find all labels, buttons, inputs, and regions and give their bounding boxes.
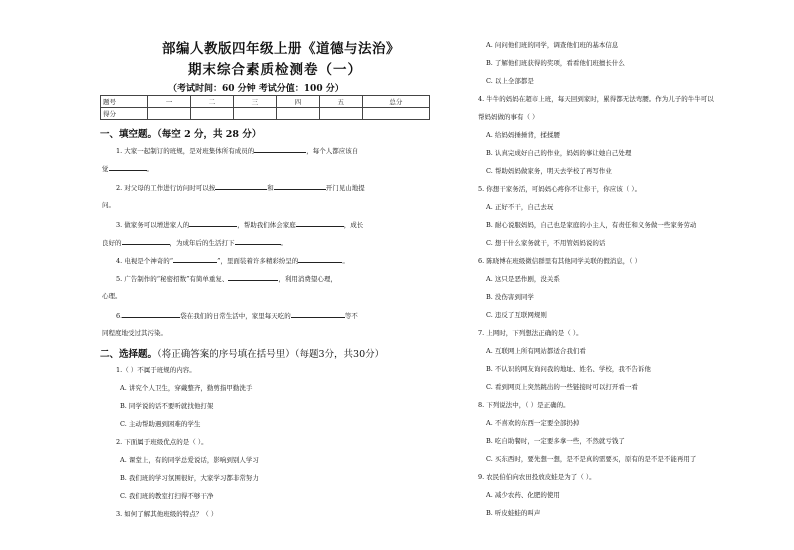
section1-title: 一、填空题。 [100,129,158,140]
answer-blank[interactable] [109,164,147,171]
score-table [100,95,430,120]
section2-heading [100,346,384,360]
choice-q9-option-b[interactable]: B. 听皮蛙蛙的叫声 [486,509,541,517]
answer-blank[interactable] [298,256,342,263]
answer-blank[interactable] [274,183,326,190]
choice-q2-option-a[interactable]: A. 课堂上，有的同学总爱说话，影响到别人学习 [120,456,259,464]
choice-q1: 1.（ ）不属于班规的内容。 [116,366,196,374]
section1-note: （每空 2 分，共 28 分） [157,129,262,140]
choice-q8-option-b[interactable]: B. 吃自助餐时，一定要多拿一些，不然就亏钱了 [486,437,625,445]
fill-q3-line2: 良好的 ，为成年后的生活打下 。 [102,239,287,247]
choice-q1-option-a[interactable]: A. 讲究个人卫生，穿戴整齐，勤剪指甲勤洗手 [120,384,253,392]
section2-note: （将正确答案的序号填在括号里）（每题3分，共30分） [157,349,385,360]
table-cell[interactable] [233,108,276,120]
score-table-header-row [101,96,430,108]
choice-q9: 9. 农民伯伯向农田投放皮蛙是为了（ ）。 [478,473,596,481]
answer-blank[interactable] [122,311,180,318]
answer-blank[interactable] [189,220,237,227]
choice-q7-option-c[interactable]: C. 看到网页上突然跳出的一些链接时可以打开看一看 [486,383,638,391]
fill-q3-line1: 3. 做家务可以增进家人的 ，帮助我们体会家庭 ，成长 [116,221,364,229]
choice-q4-option-c[interactable]: C. 帮助妈妈做家务，明天去学校了再写作业 [486,167,612,175]
choice-q2: 2. 下面属于班级优点的是（ ）。 [116,438,208,446]
table-cell: 二 [190,96,233,108]
choice-q5-option-a[interactable]: A. 正好不干，自己去玩 [486,203,554,211]
table-cell: 得分 [101,108,148,120]
exam-title: 部编人教版四年级上册《道德与法治》 [162,41,400,57]
table-cell[interactable] [319,108,362,120]
choice-q5-option-c[interactable]: C. 想干什么家务就干，不用管妈妈说的话 [486,239,606,247]
fill-q4: 4. 电视是个神奇的“ ”，里面装着许多精彩纷呈的 。 [116,257,349,265]
answer-blank[interactable] [296,220,344,227]
fill-q2-line2: 问。 [102,201,115,209]
choice-q7-option-b[interactable]: B. 不认识的网友询问我的地址、姓名、学校，我不告诉他 [486,365,651,373]
table-cell[interactable] [276,108,319,120]
score-table-score-row [101,108,430,120]
fill-q1-line1: 1. 大家一起制订的班规，是对班集体所有成员的 ，每个人都应该自 [116,147,359,155]
choice-q3-option-a[interactable]: A. 问问他们班的同学，调查他们班的基本信息 [486,41,619,49]
table-cell: 三 [233,96,276,108]
choice-q3: 3. 如何了解其他班级的特点？（ ） [116,510,218,518]
table-cell: 一 [148,96,191,108]
table-cell: 四 [276,96,319,108]
choice-q8-option-a[interactable]: A. 不喜欢的东西一定要全部扔掉 [486,419,580,427]
choice-q5-option-b[interactable]: B. 耐心说服妈妈，自己也是家庭的小主人，有责任和义务做一些家务劳动 [486,221,697,229]
choice-q6-option-a[interactable]: A. 这只是恶作剧，没关系 [486,275,560,283]
choice-q4: 4. 牛牛的妈妈在超市上班，每天回到家时，累得都无法弯腰。作为儿子的牛牛可以 [478,95,714,103]
answer-blank[interactable] [254,146,306,153]
choice-q5: 5. 你想干家务活，可妈妈心疼你不让你干，你应该（ ）。 [478,185,642,193]
table-cell: 总分 [362,96,429,108]
choice-q1-option-c[interactable]: C. 主动帮助遇到困难的学生 [120,420,201,428]
choice-q2-option-c[interactable]: C. 我们班的教室打扫得不够干净 [120,492,214,500]
choice-q1-option-b[interactable]: B. 同学说的话不要听就找他打架 [120,402,214,410]
answer-blank[interactable] [235,238,281,245]
choice-q2-option-b[interactable]: B. 我们班的学习氛围很好，大家学习都非常努力 [120,474,259,482]
fill-q5-line1: 5. 广告制作的“秘密招数”有简单重复、 ，利用消费望心理， [116,275,337,283]
choice-q9-option-a[interactable]: A. 减少农药、化肥的使用 [486,491,560,499]
choice-q4-option-a[interactable]: A. 给妈妈捶捶背，揉揉腰 [486,131,560,139]
fill-q2-line1: 2. 对父母的工作进行访问时可以按 和 开门见山地提 [116,184,365,192]
answer-blank[interactable] [228,274,278,281]
fill-q1-line2: 觉 。 [102,165,153,173]
choice-q4-cont: 帮妈妈做的事有（ ） [478,113,539,121]
exam-subtitle: 期末综合素质检测卷（一） [188,62,362,78]
answer-blank[interactable] [122,238,170,245]
choice-q4-option-b[interactable]: B. 认真完成好自己的作业，妈妈的事让她自己处理 [486,149,632,157]
table-cell[interactable] [190,108,233,120]
fill-q5-line2: 心理。 [102,292,122,300]
table-cell: 五 [319,96,362,108]
choice-q6-option-c[interactable]: C. 违反了互联网规则 [486,311,547,319]
table-cell[interactable] [148,108,191,120]
choice-q7-option-a[interactable]: A. 互联网上所有网站都适合我们看 [486,347,586,355]
section2-title: 二、选择题。 [100,349,158,360]
answer-blank[interactable] [291,311,345,318]
choice-q6: 6. 陈晓博在班级微信群里有其他同学关联的假消息，（ ） [478,257,642,265]
choice-q6-option-b[interactable]: B. 没伤害到同学 [486,293,534,301]
table-cell[interactable] [362,108,429,120]
exam-meta: （考试时间：60 分钟 考试分值：100 分） [168,84,344,94]
choice-q8-option-c[interactable]: C. 买东西时，要先想一想，是不是真的需要买，原有的是不是不能再用了 [486,455,697,463]
fill-q6-line2: 同程度地受过其污染。 [102,329,167,337]
table-cell: 题号 [101,96,148,108]
fill-q6-line1: 6. 袋在我们的日常生活中，家里每天吃的 等不 [116,312,358,320]
answer-blank[interactable] [215,183,267,190]
choice-q8: 8. 下列说法中，（ ）是正确的。 [478,401,570,409]
choice-q7: 7. 上网时，下列想法正确的是（ ）。 [478,329,583,337]
answer-blank[interactable] [173,256,217,263]
choice-q3-option-b[interactable]: B. 了解他们班获得的奖项，看看他们班擅长什么 [486,59,625,67]
section1-heading [100,126,261,140]
choice-q3-option-c[interactable]: C. 以上全部都是 [486,77,534,85]
